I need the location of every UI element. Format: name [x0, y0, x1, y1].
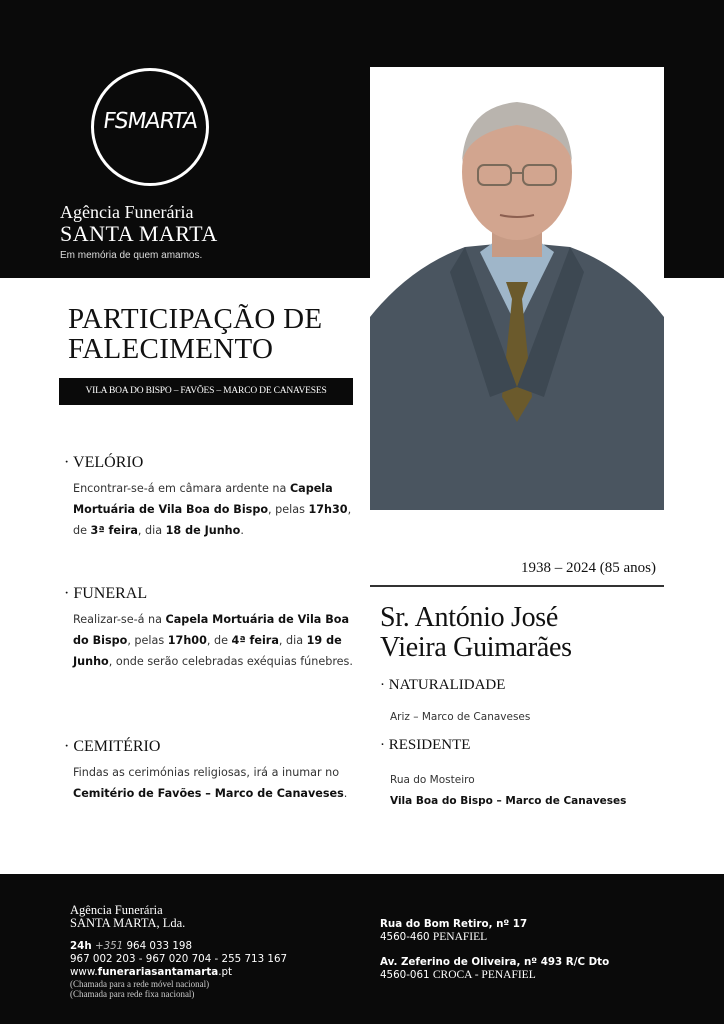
footer-phone-main: 24h +351 964 033 198: [70, 940, 193, 952]
footer-website[interactable]: www.funerariasantamarta.pt: [70, 966, 233, 978]
address1-line2: 4560-460 PENAFIEL: [380, 931, 488, 943]
notice-title: [68, 304, 322, 364]
address1-line1: Rua do Bom Retiro, nº 17: [380, 918, 528, 930]
notice-title-line1: PARTICIPAÇÃO DE: [68, 303, 323, 335]
years-divider: [370, 585, 664, 587]
residente-heading: · RESIDENTE: [380, 737, 471, 753]
logo-text: FSMARTA: [101, 109, 199, 134]
funeral-section: [64, 585, 364, 672]
agency-line1: Agência Funerária: [60, 202, 194, 222]
velorio-text: Encontrar-se-á em câmara ardente na Capela Mortuária de Vila Boa do Bispo, pelas 17h30, de 3ª feira, dia 18 de Junho.: [73, 482, 352, 537]
address2-line1: Av. Zeferino de Oliveira, nº 493 R/C Dto: [380, 956, 610, 968]
footer-agency-line2: SANTA MARTA, Lda.: [70, 916, 186, 930]
velorio-heading: · VELÓRIO: [64, 454, 144, 471]
deceased-name-line2: Vieira Guimarães: [380, 632, 572, 663]
notice-title-line2: FALECIMENTO: [68, 333, 274, 365]
cemiterio-text: Findas as cerimónias religiosas, irá a inumar no Cemitério de Favões – Marco de Canaveses.: [73, 766, 348, 800]
residente-line2: Vila Boa do Bispo – Marco de Canaveses: [390, 795, 627, 807]
agency-header: [60, 202, 218, 261]
footer-addresses: [380, 918, 609, 982]
life-years: 1938 – 2024 (85 anos): [521, 560, 656, 576]
footer-contacts: [70, 904, 287, 999]
footer-note2: (Chamada para rede fixa nacional): [70, 989, 195, 999]
footer-note1: (Chamada para a rede móvel nacional): [70, 979, 210, 989]
deceased-name: [380, 603, 572, 663]
address2-line2: 4560-061 CROCA - PENAFIEL: [380, 969, 536, 981]
deceased-name-line1: Sr. António José: [380, 602, 559, 633]
footer-band: [0, 874, 724, 1024]
location-bar: VILA BOA DO BISPO – FAVÕES – MARCO DE CANAVESES: [59, 378, 353, 405]
cemiterio-section: [64, 738, 364, 804]
velorio-section: [64, 454, 364, 541]
agency-tagline: Em memória de quem amamos.: [60, 250, 203, 261]
footer-agency-line1: Agência Funerária: [70, 903, 163, 917]
logo-icon: [91, 68, 209, 186]
cemiterio-heading: · CEMITÉRIO: [64, 738, 161, 755]
agency-line2: SANTA MARTA: [60, 221, 218, 246]
portrait-icon: [370, 67, 664, 510]
residente-line1: Rua do Mosteiro: [390, 774, 475, 786]
footer-phone-block: [70, 940, 287, 979]
portrait-photo: [370, 67, 664, 510]
naturalidade-heading: · NATURALIDADE: [380, 677, 506, 693]
naturalidade-value: Ariz – Marco de Canaveses: [390, 711, 531, 723]
footer-phones: 967 002 203 - 967 020 704 - 255 713 167: [70, 953, 288, 965]
funeral-text: Realizar-se-á na Capela Mortuária de Vila Boa do Bispo, pelas 17h00, de 4ª feira, dia 19 de Junho, onde serão celebradas exéquias fúnebres.: [73, 613, 353, 668]
funeral-heading: · FUNERAL: [64, 585, 148, 602]
